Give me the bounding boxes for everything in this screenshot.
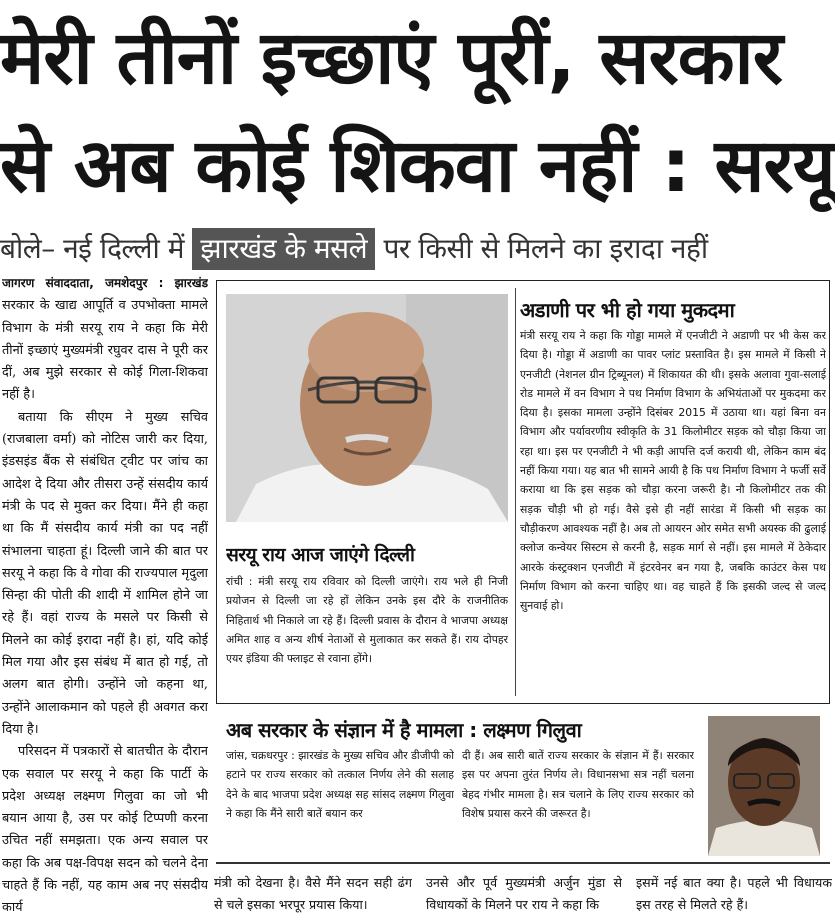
- subheadline-highlight: झारखंड के मसले: [192, 228, 375, 270]
- subheadline-before: बोले– नई दिल्ली में: [0, 232, 193, 265]
- article-paragraph-1: सरकार के खाद्य आपूर्ति व उपभोक्ता मामले विभाग के मंत्री सरयू राय ने कहा कि मेरी तीनों इच्छाएं मुख्यमंत्री रघुवर दास ने पूरी कर दीं, अब मुझे सरकार से कोई गिला-शिकवा नहीं है।: [2, 298, 208, 403]
- laxman-box-column-1: जांस, चक्रधरपुर : झारखंड के मुख्य सचिव और डीजीपी को हटाने पर राज्य सरकार को तत्काल निर्णय लेने की सलाह देने के बाद भाजपा प्रदेश अध्यक्ष सह सांसद लक्ष्मण गिलुवा ने कहा कि मैंने सारी बातें बयान कर: [226, 749, 454, 820]
- laxman-giluwa-photo: [708, 716, 820, 856]
- delhi-box-body: रांची : मंत्री सरयू राय रविवार को दिल्ली जाएंगे। राय भले ही निजी प्रयोजन से दिल्ली जा रहे हों लेकिन उनके इस दौरे के राजनीतिक निहितार्थ भी निकाले जा रहे हैं। दिल्ली प्रवास के दौरान वे भाजपा अध्यक्ष अमित शाह व अन्य शीर्ष नेताओं से मुलाकात कर सकते हैं। राय दोपहर एयर इंडिया की फ्लाइट से रवाना होंगे।: [226, 575, 508, 666]
- article-paragraph-3: परिसदन में पत्रकारों से बातचीत के दौरान एक सवाल पर सरयू ने कहा कि पार्टी के प्रदेश अध्यक्ष लक्ष्मण गिलुवा का जो भी बयान आया है, उस पर कोई टिप्पणी करना उचित नहीं समझता। एक अन्य सवाल पर कहा कि अब पक्ष-विपक्ष सदन को चलने देना चाहते हैं कि नहीं, यह काम अब नए संसदीय कार्य: [2, 744, 208, 916]
- headline-line-2: से अब कोई शिकवा नहीं : सरयू: [0, 123, 835, 209]
- subheadline-after: पर किसी से मिलने का इरादा नहीं: [375, 232, 708, 265]
- main-article-column: [2, 272, 208, 922]
- subheadline: [0, 228, 835, 270]
- continuation-column-1: मंत्री को देखना है। वैसे मैंने सदन सही ढंग से चले इसका भरपूर प्रयास किया।: [214, 875, 412, 913]
- article-intro: [2, 272, 208, 407]
- adani-box-title: अडाणी पर भी हो गया मुकदमा: [520, 298, 735, 322]
- byline: जागरण संवाददाता, जमशेदपुर : झारखंड: [2, 276, 208, 290]
- laxman-box-column-2: दी हैं। अब सारी बातें राज्य सरकार के संज्ञान में हैं। सरकार इस पर अपना तुरंत निर्णय ले। विधानसभा सत्र नहीं चलना बेहद गंभीर मामला है। सत्र चलाने के लिए राज्य सरकार को विशेष प्रयास करने की जरूरत है।: [462, 749, 694, 820]
- column-divider: [515, 288, 516, 696]
- headline-line-1: मेरी तीनों इच्छाएं पूरीं, सरकार: [0, 15, 782, 101]
- portrait-photo-icon: [226, 294, 508, 522]
- adani-box-body: मंत्री सरयू राय ने कहा कि गोड्डा मामले में एनजीटी ने अडाणी पर भी केस कर दिया है। गोड्डा में अडाणी का पावर प्लांट प्रस्तावित है। इस मामले में किसी ने एनजीटी (नेशनल ग्रीन ट्रिब्यूनल) में शिकायत की थी। इसके अलावा गुवा-सलाई रोड मामले में वन विभाग ने पथ निर्माण विभाग के अभियंताओं पर मुकदमा कर दिया है। इसका मामला उन्होंने दिसंबर 2015 में उठाया था। यहां बिना वन विभाग और पर्यावरणीय स्वीकृति के 31 किलोमीटर सड़क को चौड़ा किया जा रहा था। इस पर एनजीटी ने भी कड़ी आपत्ति दर्ज करायी थी, लेकिन काम बंद नहीं किया गया। यह बात भी सामने आयी है कि पथ निर्माण विभाग ने फर्जी सर्वे कराया था कि इस सड़क को चौड़ा करना जरूरी है। नौ किलोमीटर तक की सड़क चौड़ी भी हो गई। वैसे इसे ही नहीं सारंडा में किसी भी सड़क का चौड़ीकरण आवश्यक नहीं है। अब तो आयरन ओर समेत सभी अयस्क की ढुलाई क्लोज कन्वेयर सिस्टम से करनी है, सड़क मार्ग से नहीं। इस मामले में ठेकेदार आरके कंस्ट्रक्शन एनजीटी में इंटरवेनर बन गया है, जबकि काउंटर केस पथ निर्माण विभाग को करना चाहिए था। वह चाहते हैं कि इसकी जल्द से जल्द सुनवाई हो।: [520, 329, 826, 613]
- saryu-rai-photo: [226, 294, 508, 522]
- continuation-column-2: उनसे और पूर्व मुख्यमंत्री अर्जुन मुंडा से विधायकों के मिलने पर राय ने कहा कि: [426, 875, 622, 913]
- article-paragraph-2: बताया कि सीएम ने मुख्य सचिव (राजबाला वर्मा) को नोटिस जारी कर दिया, इंडसइंड बैंक से संबंधित ट्वीट पर जांच का आदेश दे दिया और तीसरा उन्हें संसदीय कार्य मंत्री के पद से मुक्त कर दिया। मैंने ही कहा था कि मैं संसदीय कार्य मंत्री का पद नहीं संभालना चाहता हूं। दिल्ली जाने की बात पर सरयू ने कहा कि वे गोवा की राज्यपाल मृदुला सिन्हा की पोती की शादी में शामिल होने जा रहे हैं। वहां राज्य के मसले पर किसी से मिलने का कोई इरादा नहीं है। हां, यदि कोई मिल गया और इस संबंध में बात हो गई, तो अलग बात होगी। उन्होंने जो कहना था, उन्होंने आलाकमान को पहले ही अवगत करा दिया है।: [2, 409, 208, 737]
- continuation-column-3: इसमें नई बात क्या है। पहले भी विधायक इस तरह से मिलते रहे हैं।: [636, 875, 832, 913]
- laxman-box-title: अब सरकार के संज्ञान में है मामला : लक्ष्मण गिलुवा: [226, 718, 582, 742]
- box-bottom-rule: [216, 862, 830, 864]
- portrait-photo-icon: [708, 716, 820, 856]
- delhi-box-title: सरयू राय आज जाएंगे दिल्ली: [226, 544, 415, 566]
